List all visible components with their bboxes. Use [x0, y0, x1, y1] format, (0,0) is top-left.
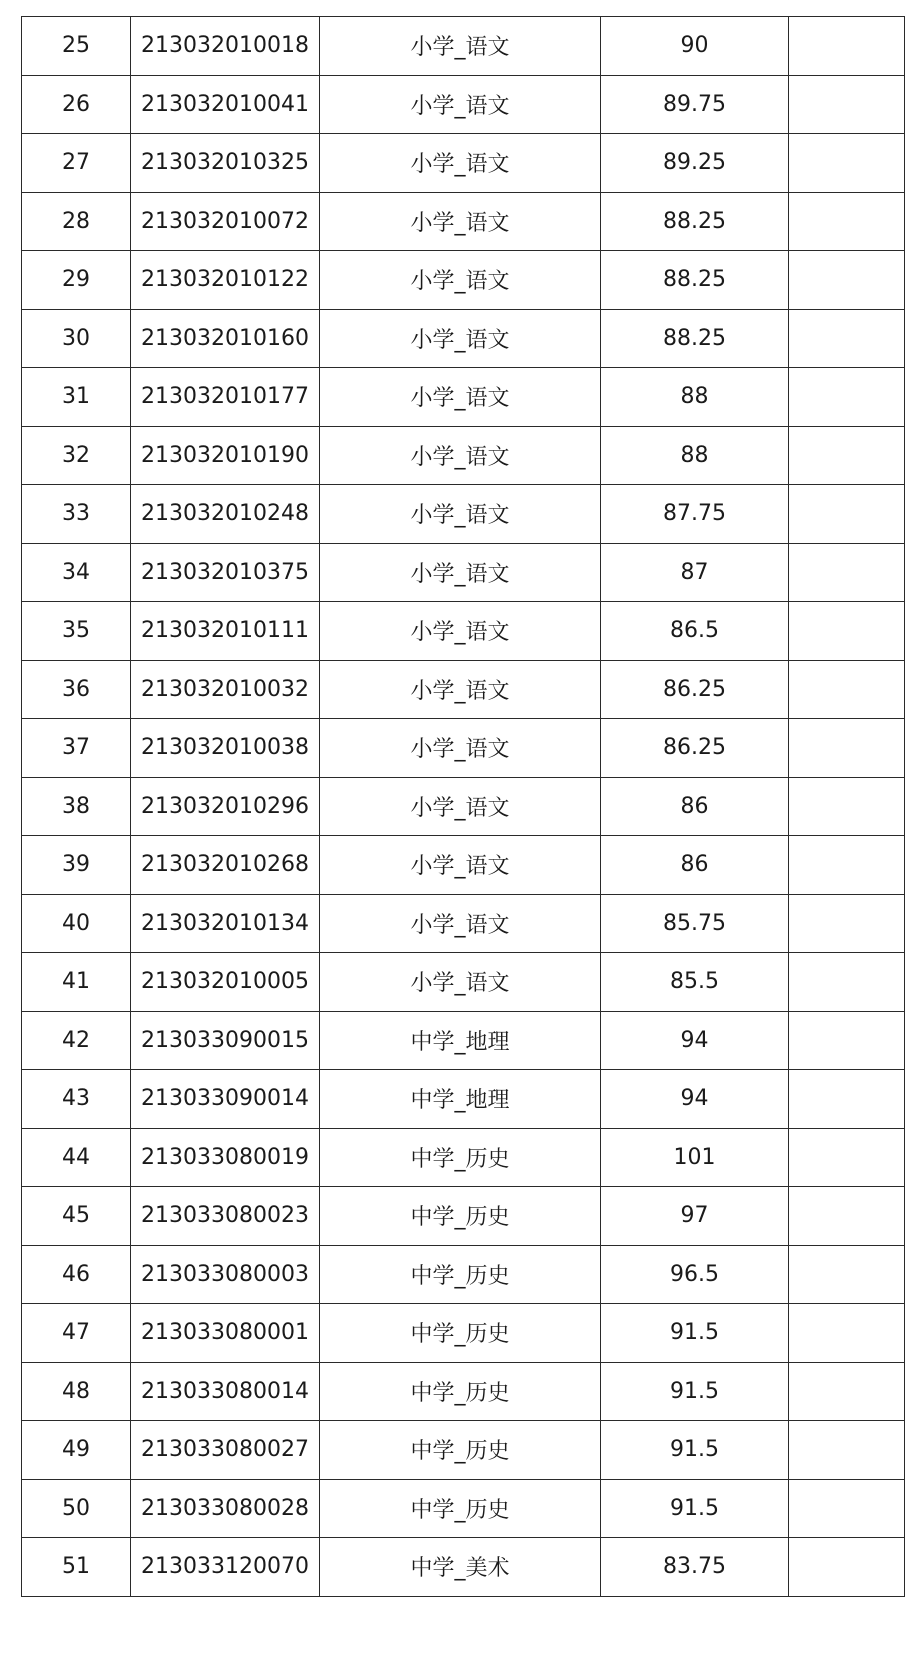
row-number-cell: 44: [22, 1128, 131, 1187]
table-row: [22, 251, 905, 310]
table-row: [22, 1538, 905, 1597]
candidate-id-cell: 213032010111: [131, 602, 320, 661]
score-cell: 101: [601, 1128, 789, 1187]
score-cell: 86: [601, 777, 789, 836]
row-number-cell: 26: [22, 75, 131, 134]
candidate-id-cell: 213033080001: [131, 1304, 320, 1363]
row-number-cell: 32: [22, 426, 131, 485]
score-cell: 87.75: [601, 485, 789, 544]
subject-cell: 中学_历史: [320, 1245, 601, 1304]
candidate-id-cell: 213033080023: [131, 1187, 320, 1246]
note-cell: [789, 894, 905, 953]
table-row: [22, 1304, 905, 1363]
note-cell: [789, 602, 905, 661]
note-cell: [789, 1421, 905, 1480]
table-row: [22, 368, 905, 427]
note-cell: [789, 953, 905, 1012]
subject-cell: 中学_地理: [320, 1070, 601, 1129]
note-cell: [789, 1128, 905, 1187]
subject-cell: 小学_语文: [320, 894, 601, 953]
candidate-id-cell: 213033080028: [131, 1479, 320, 1538]
candidate-id-cell: 213033090015: [131, 1011, 320, 1070]
candidate-id-cell: 213032010005: [131, 953, 320, 1012]
subject-cell: 小学_语文: [320, 660, 601, 719]
row-number-cell: 47: [22, 1304, 131, 1363]
subject-cell: 中学_历史: [320, 1479, 601, 1538]
subject-cell: 小学_语文: [320, 485, 601, 544]
row-number-cell: 31: [22, 368, 131, 427]
score-cell: 85.75: [601, 894, 789, 953]
table-row: [22, 192, 905, 251]
row-number-cell: 41: [22, 953, 131, 1012]
candidate-id-cell: 213033080003: [131, 1245, 320, 1304]
score-cell: 86.5: [601, 602, 789, 661]
subject-cell: 小学_语文: [320, 251, 601, 310]
score-cell: 96.5: [601, 1245, 789, 1304]
subject-cell: 中学_历史: [320, 1128, 601, 1187]
candidate-id-cell: 213032010122: [131, 251, 320, 310]
candidate-id-cell: 213033080027: [131, 1421, 320, 1480]
table-row: [22, 1362, 905, 1421]
row-number-cell: 49: [22, 1421, 131, 1480]
subject-cell: 小学_语文: [320, 953, 601, 1012]
table-row: [22, 485, 905, 544]
row-number-cell: 28: [22, 192, 131, 251]
score-table-body: [22, 17, 905, 1597]
score-table-container: [21, 16, 899, 1597]
score-cell: 85.5: [601, 953, 789, 1012]
score-cell: 88: [601, 368, 789, 427]
table-row: [22, 309, 905, 368]
score-cell: 94: [601, 1011, 789, 1070]
note-cell: [789, 1070, 905, 1129]
table-row: [22, 1479, 905, 1538]
score-cell: 90: [601, 17, 789, 76]
candidate-id-cell: 213032010072: [131, 192, 320, 251]
row-number-cell: 46: [22, 1245, 131, 1304]
candidate-id-cell: 213033120070: [131, 1538, 320, 1597]
table-row: [22, 543, 905, 602]
subject-cell: 小学_语文: [320, 17, 601, 76]
candidate-id-cell: 213032010177: [131, 368, 320, 427]
score-cell: 88.25: [601, 309, 789, 368]
candidate-id-cell: 213032010375: [131, 543, 320, 602]
table-row: [22, 17, 905, 76]
table-row: [22, 777, 905, 836]
subject-cell: 小学_语文: [320, 719, 601, 778]
row-number-cell: 40: [22, 894, 131, 953]
note-cell: [789, 543, 905, 602]
candidate-id-cell: 213032010032: [131, 660, 320, 719]
score-cell: 89.75: [601, 75, 789, 134]
table-row: [22, 660, 905, 719]
table-row: [22, 1187, 905, 1246]
note-cell: [789, 1304, 905, 1363]
table-row: [22, 134, 905, 193]
subject-cell: 中学_历史: [320, 1362, 601, 1421]
subject-cell: 小学_语文: [320, 134, 601, 193]
table-row: [22, 1128, 905, 1187]
row-number-cell: 42: [22, 1011, 131, 1070]
subject-cell: 小学_语文: [320, 192, 601, 251]
row-number-cell: 30: [22, 309, 131, 368]
score-table: [21, 16, 905, 1597]
subject-cell: 小学_语文: [320, 309, 601, 368]
row-number-cell: 51: [22, 1538, 131, 1597]
score-cell: 86.25: [601, 660, 789, 719]
table-row: [22, 1070, 905, 1129]
note-cell: [789, 75, 905, 134]
row-number-cell: 50: [22, 1479, 131, 1538]
score-cell: 91.5: [601, 1421, 789, 1480]
table-row: [22, 836, 905, 895]
score-cell: 89.25: [601, 134, 789, 193]
note-cell: [789, 777, 905, 836]
row-number-cell: 37: [22, 719, 131, 778]
row-number-cell: 48: [22, 1362, 131, 1421]
note-cell: [789, 1479, 905, 1538]
subject-cell: 中学_历史: [320, 1421, 601, 1480]
note-cell: [789, 251, 905, 310]
note-cell: [789, 1011, 905, 1070]
note-cell: [789, 192, 905, 251]
note-cell: [789, 426, 905, 485]
score-cell: 88.25: [601, 192, 789, 251]
score-cell: 91.5: [601, 1304, 789, 1363]
score-cell: 88.25: [601, 251, 789, 310]
candidate-id-cell: 213032010190: [131, 426, 320, 485]
note-cell: [789, 1538, 905, 1597]
table-row: [22, 719, 905, 778]
row-number-cell: 33: [22, 485, 131, 544]
table-row: [22, 426, 905, 485]
score-cell: 87: [601, 543, 789, 602]
row-number-cell: 39: [22, 836, 131, 895]
row-number-cell: 45: [22, 1187, 131, 1246]
note-cell: [789, 309, 905, 368]
note-cell: [789, 485, 905, 544]
note-cell: [789, 836, 905, 895]
table-row: [22, 894, 905, 953]
table-row: [22, 1421, 905, 1480]
candidate-id-cell: 213032010248: [131, 485, 320, 544]
note-cell: [789, 719, 905, 778]
table-row: [22, 1245, 905, 1304]
table-row: [22, 1011, 905, 1070]
score-cell: 88: [601, 426, 789, 485]
subject-cell: 小学_语文: [320, 777, 601, 836]
subject-cell: 小学_语文: [320, 836, 601, 895]
row-number-cell: 36: [22, 660, 131, 719]
row-number-cell: 27: [22, 134, 131, 193]
candidate-id-cell: 213033080014: [131, 1362, 320, 1421]
candidate-id-cell: 213032010041: [131, 75, 320, 134]
score-cell: 86: [601, 836, 789, 895]
candidate-id-cell: 213032010296: [131, 777, 320, 836]
row-number-cell: 43: [22, 1070, 131, 1129]
note-cell: [789, 1362, 905, 1421]
table-row: [22, 953, 905, 1012]
row-number-cell: 35: [22, 602, 131, 661]
score-cell: 91.5: [601, 1479, 789, 1538]
note-cell: [789, 17, 905, 76]
subject-cell: 小学_语文: [320, 75, 601, 134]
score-cell: 94: [601, 1070, 789, 1129]
row-number-cell: 34: [22, 543, 131, 602]
candidate-id-cell: 213032010268: [131, 836, 320, 895]
subject-cell: 中学_地理: [320, 1011, 601, 1070]
table-row: [22, 75, 905, 134]
score-cell: 91.5: [601, 1362, 789, 1421]
candidate-id-cell: 213032010134: [131, 894, 320, 953]
note-cell: [789, 1245, 905, 1304]
subject-cell: 中学_美术: [320, 1538, 601, 1597]
table-row: [22, 602, 905, 661]
subject-cell: 中学_历史: [320, 1187, 601, 1246]
candidate-id-cell: 213033090014: [131, 1070, 320, 1129]
note-cell: [789, 368, 905, 427]
subject-cell: 小学_语文: [320, 368, 601, 427]
row-number-cell: 38: [22, 777, 131, 836]
subject-cell: 中学_历史: [320, 1304, 601, 1363]
row-number-cell: 29: [22, 251, 131, 310]
note-cell: [789, 134, 905, 193]
subject-cell: 小学_语文: [320, 426, 601, 485]
row-number-cell: 25: [22, 17, 131, 76]
subject-cell: 小学_语文: [320, 602, 601, 661]
candidate-id-cell: 213032010038: [131, 719, 320, 778]
note-cell: [789, 1187, 905, 1246]
note-cell: [789, 660, 905, 719]
score-cell: 86.25: [601, 719, 789, 778]
subject-cell: 小学_语文: [320, 543, 601, 602]
score-cell: 83.75: [601, 1538, 789, 1597]
score-cell: 97: [601, 1187, 789, 1246]
candidate-id-cell: 213033080019: [131, 1128, 320, 1187]
candidate-id-cell: 213032010160: [131, 309, 320, 368]
candidate-id-cell: 213032010018: [131, 17, 320, 76]
candidate-id-cell: 213032010325: [131, 134, 320, 193]
